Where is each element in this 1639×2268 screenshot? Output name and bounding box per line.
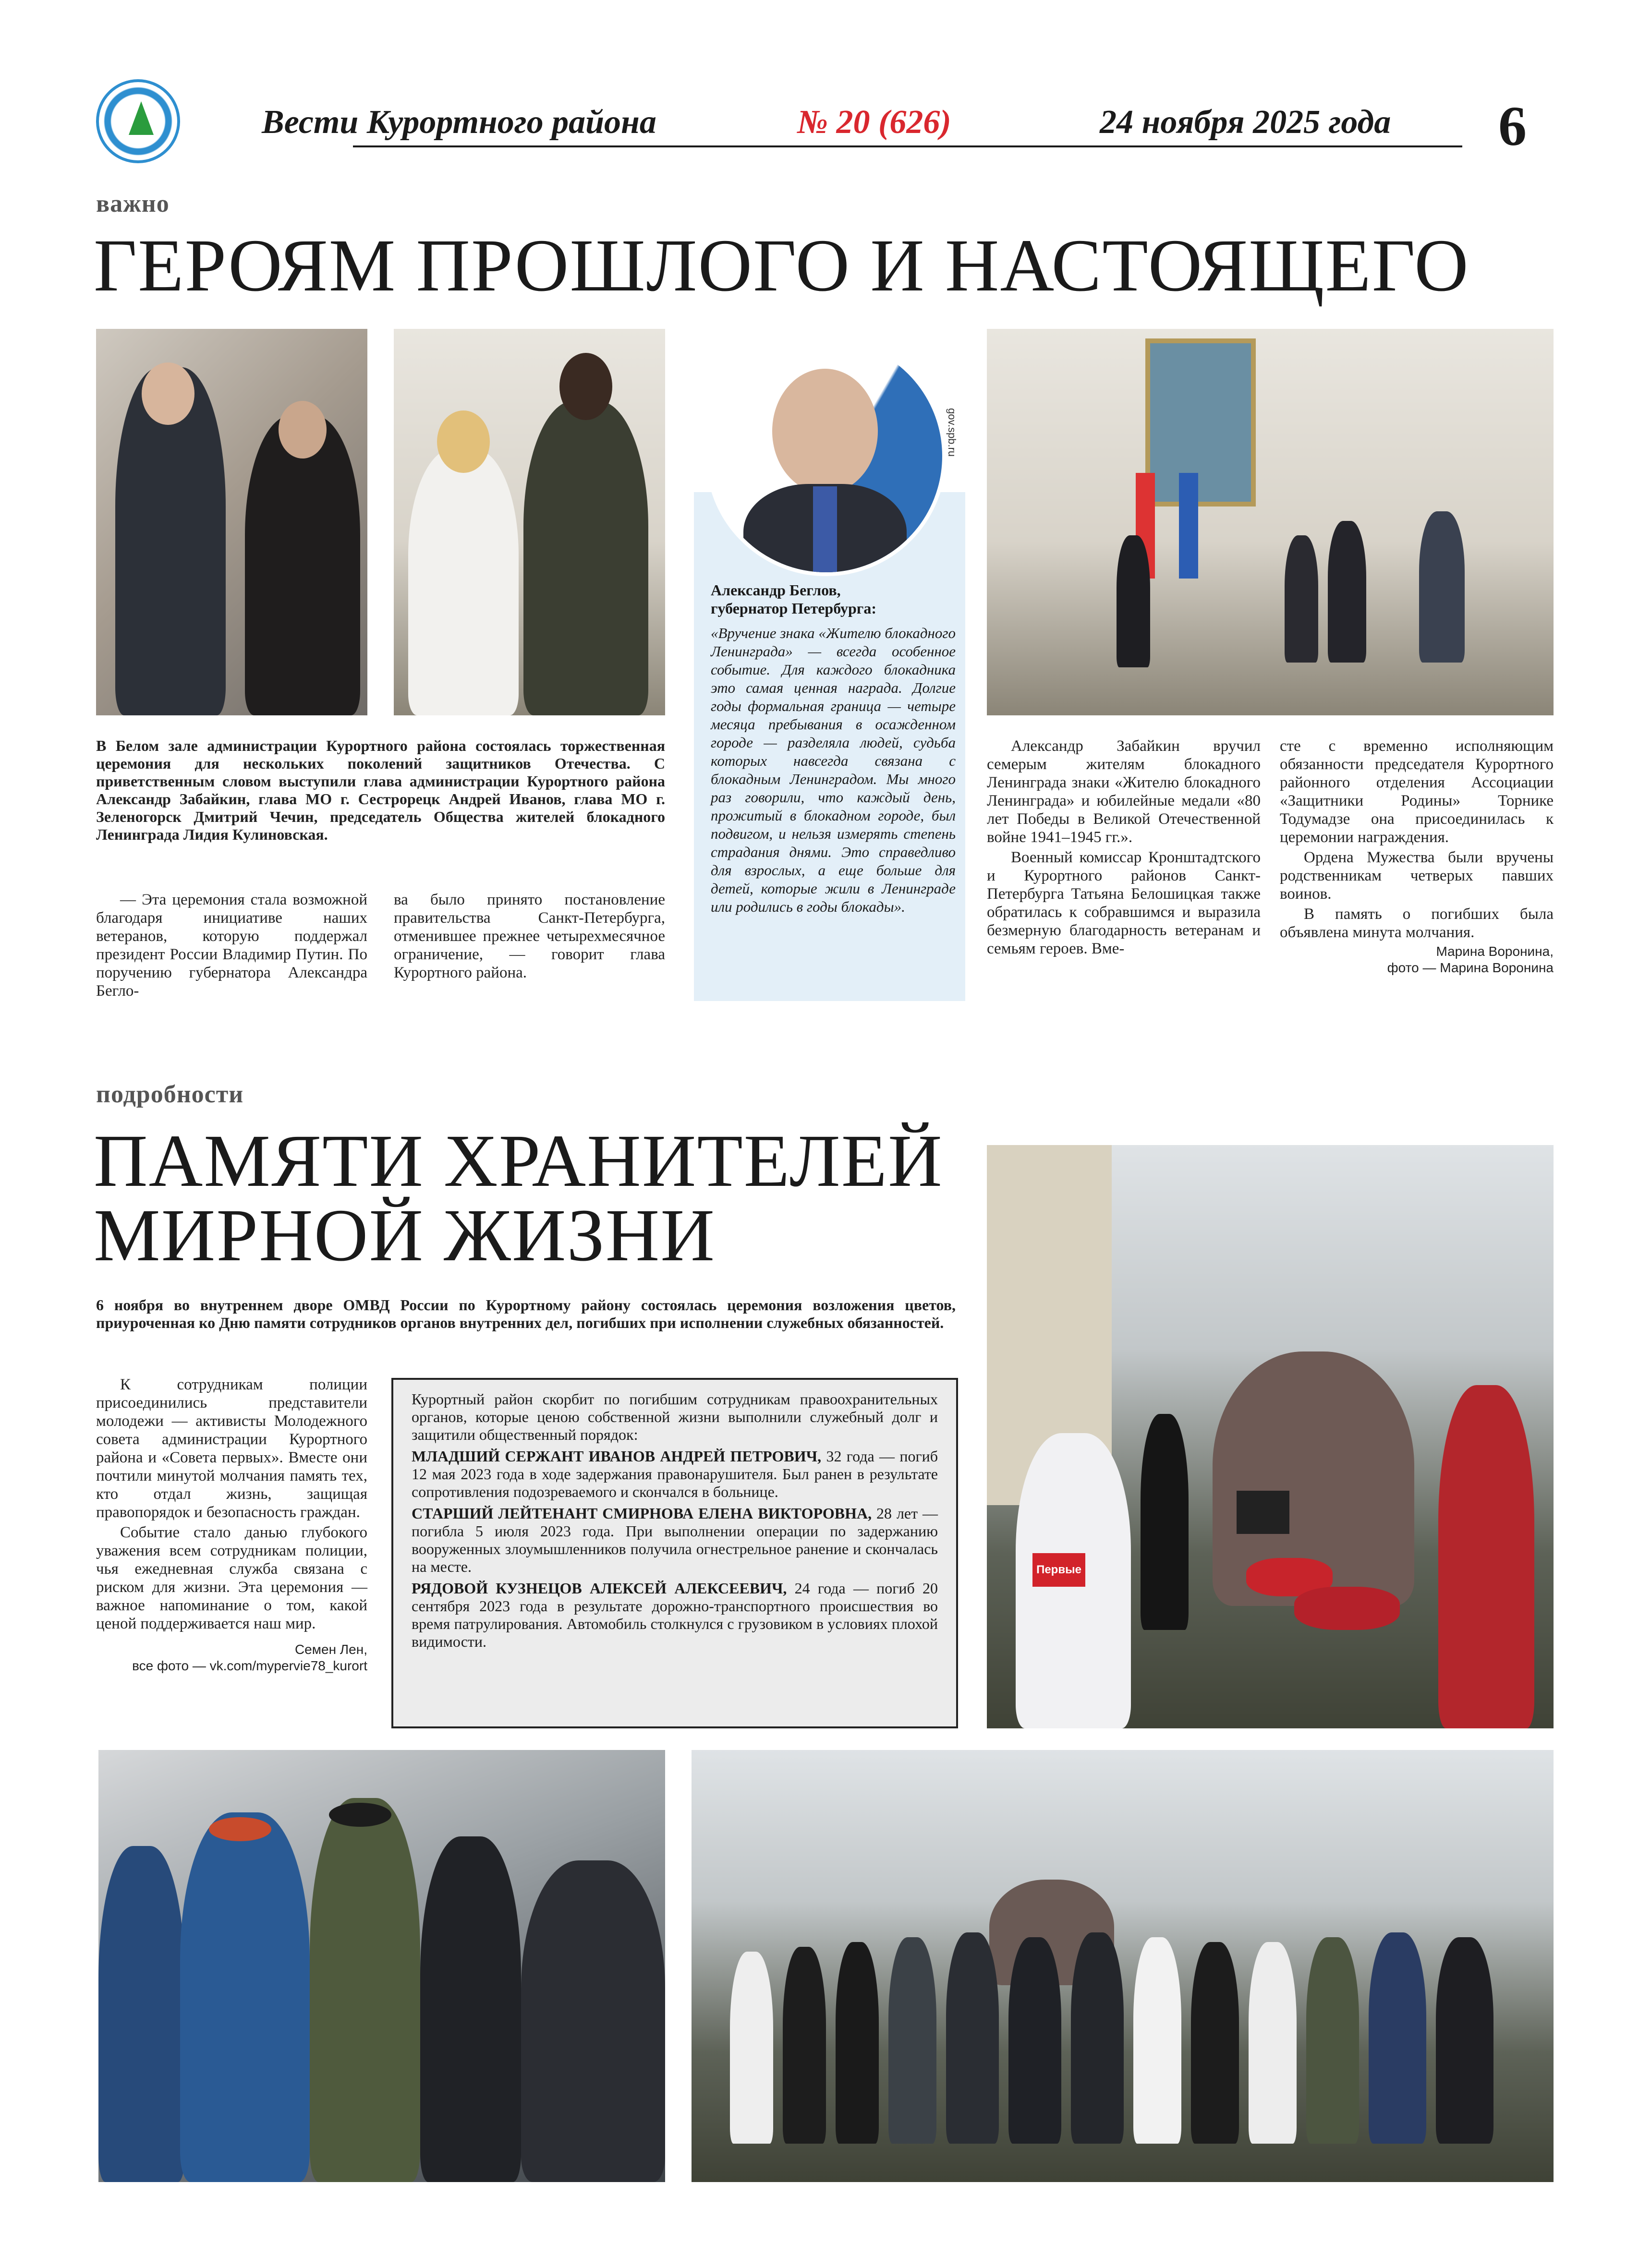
issue-date: 24 ноября 2025 года: [1100, 104, 1391, 141]
memorial-item: СТАРШИЙ ЛЕЙТЕНАНТ СМИРНОВА ЕЛЕНА ВИКТОРОВНА, 28 лет — погибла 5 июля 2023 года. При выполнении операции по задержанию вооруженных злоумышленников получила огнестрельное ранение и скончалась на месте.: [412, 1505, 938, 1575]
memorial-box: [391, 1378, 958, 1728]
quote-text: «Вручение знака «Жителю блокадного Ленинграда» — всегда особенное событие. Для каждого блокадника это самая ценная награда. Долгие годы формальная граница — четыре месяца пребывания в осажденном городе — разделяла людей, судьба которых навсегда связана с блокадным Ленинградом. Мы много раз говорили, что каждый день, прожитый в блокадном городе, был подвигом, и нельзя измерять степень страдания днями. Это справедливо для взрослых, а еще больше для детей, которые жили в Ленинграде или родились в годы блокады».: [711, 625, 956, 915]
photo-white-hall: [987, 329, 1554, 715]
issue-number: № 20 (626): [797, 104, 951, 141]
memorial-item: РЯДОВОЙ КУЗНЕЦОВ АЛЕКСЕЙ АЛЕКСЕЕВИЧ, 24 года — погиб 20 сентября 2023 года в результате дорожно-транспортного происшествия во время патрулирования. Автомобиль столкнулся с грузовиком в условиях плохой видимости.: [412, 1580, 938, 1650]
article2-col: К сотрудникам полиции присоединились представители молодежи — активисты Молодежного совета администрации Курортного района и «Совета первых». Вместе они почтили минутой молчания память тех, кто отдал жизнь, защищая правопорядок и безопасность граждан. Событие стало данью глубокого уважения всем сотрудникам полиции, чья ежедневная служба связана с риском для жизни. Эта церемония — важное напоминание о том, какой ценой поддерживается наш мир. Семен Лен, все фото — vk.com/mypervie78_kurort: [96, 1376, 367, 1673]
headline-memory-line2: МИРНОЙ ЖИЗНИ: [94, 1194, 716, 1277]
quote-author: Александр Беглов, губернатор Петербурга:: [711, 581, 876, 617]
masthead: [103, 55, 1462, 151]
portrait-credit: gov.spb.ru: [946, 408, 958, 457]
article1-col3: Александр Забайкин вручил семерым жителям блокадного Ленинграда знаки «Жителю блокадного Ленинграда» и юбилейные медали «80 лет Победы в Великой Отечественной войне 1941–1945 гг.». Военный комиссар Кронштадтского и Курортного районов Санкт-Петербурга Татьяна Белошицкая также обратилась к собравшимся и выразила безмерную благодарность ветеранам и семьям героев. Вме-: [987, 737, 1261, 957]
headline-memory-line1: ПАМЯТИ ХРАНИТЕЛЕЙ: [94, 1119, 943, 1202]
article2-lead: 6 ноября во внутреннем дворе ОМВД России по Курортному району состоялась церемония возложения цветов, приуроченная ко Дню памяти сотрудников органов внутренних дел, погибших при исполнении служебных обязанностей.: [96, 1296, 956, 1331]
photo-award-ceremony: [96, 329, 367, 715]
article1-col1: — Эта церемония стала возможной благодаря инициативе наших ветеранов, которую поддержал президент России Владимир Путин. По поручению губернатора Александра Бегло-: [96, 891, 367, 1000]
article1-lead: В Белом зале администрации Курортного района состоялась торжественная церемония для нескольких поколений защитников Отечества. С приветственным словом выступили глава администрации Курортного района Александр Забайкин, глава МО г. Сестрорецк Андрей Иванов, глава МО г. Зеленогорск Дмитрий Чечин, председатель Общества жителей блокадного Ленинграда Лидия Кулиновская.: [96, 737, 665, 843]
memorial-intro: Курортный район скорбит по погибшим сотрудникам правоохранительных органов, которые ценою собственной жизни выполнили служебный долг и защитили общественный порядок:: [412, 1390, 938, 1443]
rubric-important: важно: [96, 190, 170, 217]
photo-memorial-stone: [987, 1145, 1554, 1728]
article1-col2: ва было принято постановление правительства Санкт-Петербурга, отменившее прежнее четырехмесячное ограничение, — говорит глава Курортного района.: [394, 891, 665, 981]
article1-signature: Марина Воронина, фото — Марина Воронина: [1387, 944, 1554, 975]
paper-title: Вести Курортного района: [262, 104, 656, 141]
photo-group: [692, 1750, 1554, 2182]
photo-veteran-and-soldier: [394, 329, 665, 715]
photo-cadets: [98, 1750, 665, 2182]
memorial-item: МЛАДШИЙ СЕРЖАНТ ИВАНОВ АНДРЕЙ ПЕТРОВИЧ, 32 года — погиб 12 мая 2023 года в ходе задержания правонарушителя. Был ранен в результате сопротивления подозреваемого и скончался в больнице.: [412, 1448, 938, 1500]
vest-badge: Первые: [1032, 1553, 1085, 1587]
portrait-beglov: [706, 336, 946, 576]
rubric-details: подробности: [96, 1081, 244, 1108]
headline-heroes: ГЕРОЯМ ПРОШЛОГО И НАСТОЯЩЕГО: [94, 224, 1469, 307]
page-number: 6: [1498, 95, 1527, 157]
article1-col4: сте с временно исполняющим обязанности председателя Курортного районного отделения Ассоциации «Защитники Родины» Торнике Тодумадзе она присоединилась к церемонии награждения. Ордена Мужества были вручены родственникам четверых павших воинов. В память о погибших была объявлена минута молчания. Марина Воронина, фото — Марина Воронина: [1280, 737, 1554, 975]
article2-signature: Семен Лен, все фото — vk.com/mypervie78_kurort: [132, 1642, 367, 1673]
header-rule: [353, 145, 1462, 147]
